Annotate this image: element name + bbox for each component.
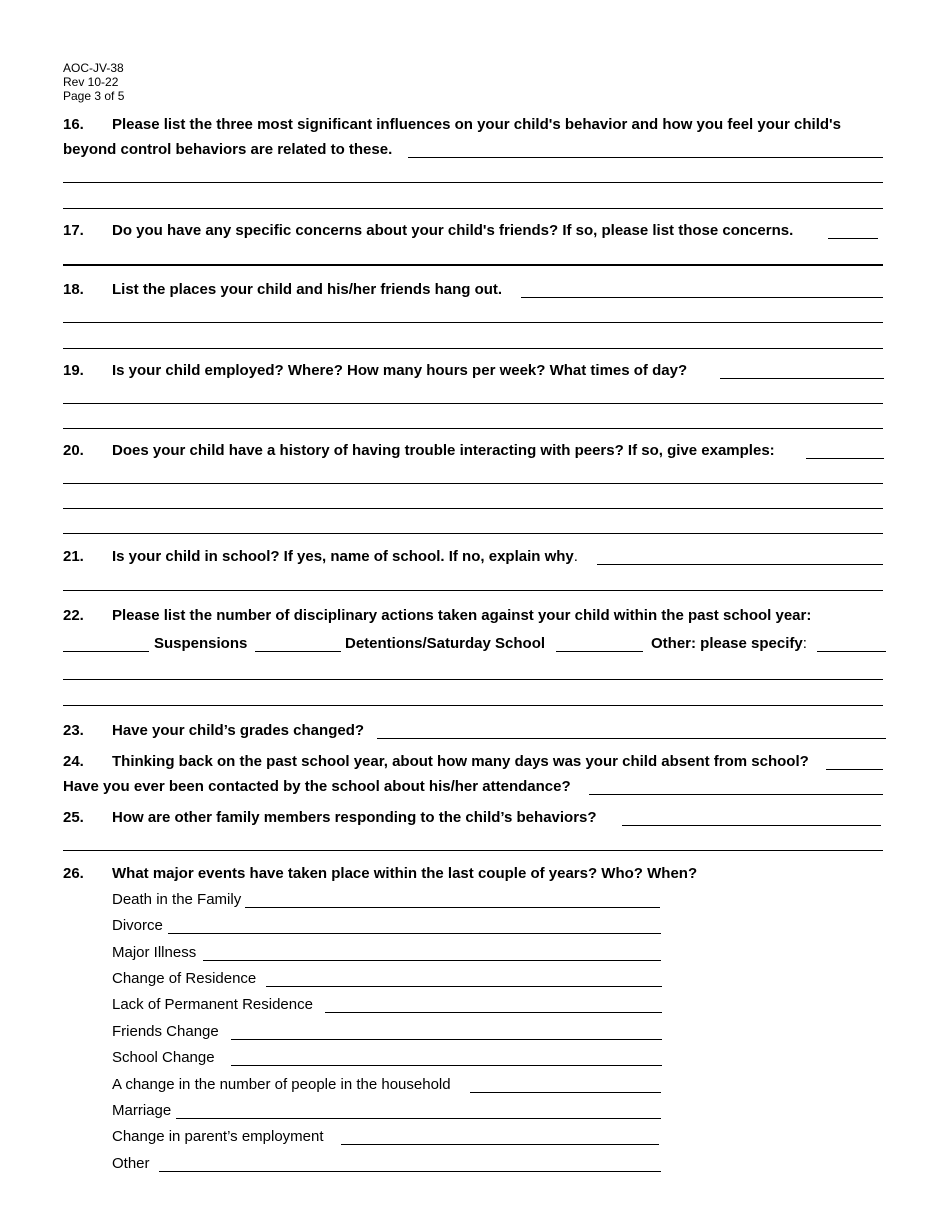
q22-answer-line-2[interactable] [63, 705, 883, 706]
q18-answer-line-3[interactable] [63, 348, 883, 349]
q25-text: How are other family members responding to the child’s behaviors? [112, 809, 597, 826]
q22-answer-line-1[interactable] [63, 679, 883, 680]
event-household-change-label: A change in the number of people in the household [112, 1076, 451, 1093]
q26-number: 26. [63, 865, 84, 882]
event-marriage-label: Marriage [112, 1102, 172, 1119]
event-marriage-line[interactable] [176, 1118, 661, 1119]
page-number: Page 3 of 5 [63, 89, 125, 103]
event-no-permanent-residence-line[interactable] [325, 1012, 662, 1013]
detentions-label: Detentions/Saturday School [345, 635, 546, 652]
q25-number: 25. [63, 809, 84, 826]
event-parent-employment-label: Change in parent’s employment [112, 1128, 324, 1145]
q20-text: Does your child have a history of having trouble interacting with peers? If so, give examples: [112, 442, 775, 459]
event-residence-change-label: Change of Residence [112, 970, 257, 987]
q23-text: Have your child’s grades changed? [112, 722, 365, 739]
q25-answer-line-1[interactable] [622, 825, 881, 826]
q16-answer-line-1[interactable] [408, 157, 883, 158]
event-divorce-label: Divorce [112, 917, 163, 934]
other-label: Other: please specify: [651, 635, 807, 652]
event-major-illness-label: Major Illness [112, 944, 197, 961]
q19-answer-line-2[interactable] [63, 403, 883, 404]
q16-text-line1: Please list the three most significant influences on your child's behavior and how you feel your child's [112, 116, 841, 133]
q21-answer-line-1[interactable] [597, 564, 883, 565]
event-residence-change-line[interactable] [266, 986, 662, 987]
form-id: AOC-JV-38 [63, 61, 124, 75]
q17-answer-line-1[interactable] [828, 238, 878, 239]
q26-text: What major events have taken place within the last couple of years? Who? When? [112, 865, 698, 882]
q20-answer-line-1[interactable] [806, 458, 884, 459]
q19-answer-line-3[interactable] [63, 428, 883, 429]
q19-number: 19. [63, 362, 84, 379]
event-major-illness-line[interactable] [203, 960, 661, 961]
q18-answer-line-1[interactable] [521, 297, 883, 298]
q24-days-line[interactable] [826, 769, 883, 770]
suspensions-label: Suspensions [154, 635, 248, 652]
q17-text: Do you have any specific concerns about your child's friends? If so, please list those concerns. [112, 222, 794, 239]
q17-answer-line-2[interactable] [63, 264, 883, 266]
event-friends-change-line[interactable] [231, 1039, 662, 1040]
event-death-label: Death in the Family [112, 891, 242, 908]
detentions-count-line[interactable] [255, 651, 341, 652]
q20-answer-line-4[interactable] [63, 533, 883, 534]
q21-text: Is your child in school? If yes, name of school. If no, explain why. [112, 548, 578, 565]
q20-answer-line-2[interactable] [63, 483, 883, 484]
q16-answer-line-3[interactable] [63, 208, 883, 209]
event-school-change-label: School Change [112, 1049, 215, 1066]
event-household-change-line[interactable] [470, 1092, 661, 1093]
q21-answer-line-2[interactable] [63, 590, 883, 591]
q18-answer-line-2[interactable] [63, 322, 883, 323]
q23-number: 23. [63, 722, 84, 739]
event-no-permanent-residence-label: Lack of Permanent Residence [112, 996, 313, 1013]
event-death-line[interactable] [245, 907, 660, 908]
q16-number: 16. [63, 116, 84, 133]
q16-answer-line-2[interactable] [63, 182, 883, 183]
q24-text-line1: Thinking back on the past school year, about how many days was your child absent from school? [112, 753, 809, 770]
q17-number: 17. [63, 222, 84, 239]
other-specify-line[interactable] [817, 651, 886, 652]
q24-number: 24. [63, 753, 84, 770]
q23-answer-line[interactable] [377, 738, 886, 739]
q22-text: Please list the number of disciplinary actions taken against your child within the past school year: [112, 607, 812, 624]
q16-text-line2: beyond control behaviors are related to these. [63, 141, 393, 158]
event-divorce-line[interactable] [168, 933, 661, 934]
suspensions-count-line[interactable] [63, 651, 149, 652]
event-friends-change-label: Friends Change [112, 1023, 219, 1040]
event-parent-employment-line[interactable] [341, 1144, 659, 1145]
revision: Rev 10-22 [63, 75, 119, 89]
q20-answer-line-3[interactable] [63, 508, 883, 509]
q21-number: 21. [63, 548, 84, 565]
q22-number: 22. [63, 607, 84, 624]
q24-attendance-line[interactable] [589, 794, 883, 795]
q20-number: 20. [63, 442, 84, 459]
q18-text: List the places your child and his/her friends hang out. [112, 281, 503, 298]
event-school-change-line[interactable] [231, 1065, 662, 1066]
event-other-line[interactable] [159, 1171, 661, 1172]
q24-text-line2: Have you ever been contacted by the school about his/her attendance? [63, 778, 571, 795]
q25-answer-line-2[interactable] [63, 850, 883, 851]
other-count-line[interactable] [556, 651, 643, 652]
event-other-label: Other [112, 1155, 150, 1172]
q18-number: 18. [63, 281, 84, 298]
q19-answer-line-1[interactable] [720, 378, 884, 379]
q19-text: Is your child employed? Where? How many hours per week? What times of day? [112, 362, 688, 379]
